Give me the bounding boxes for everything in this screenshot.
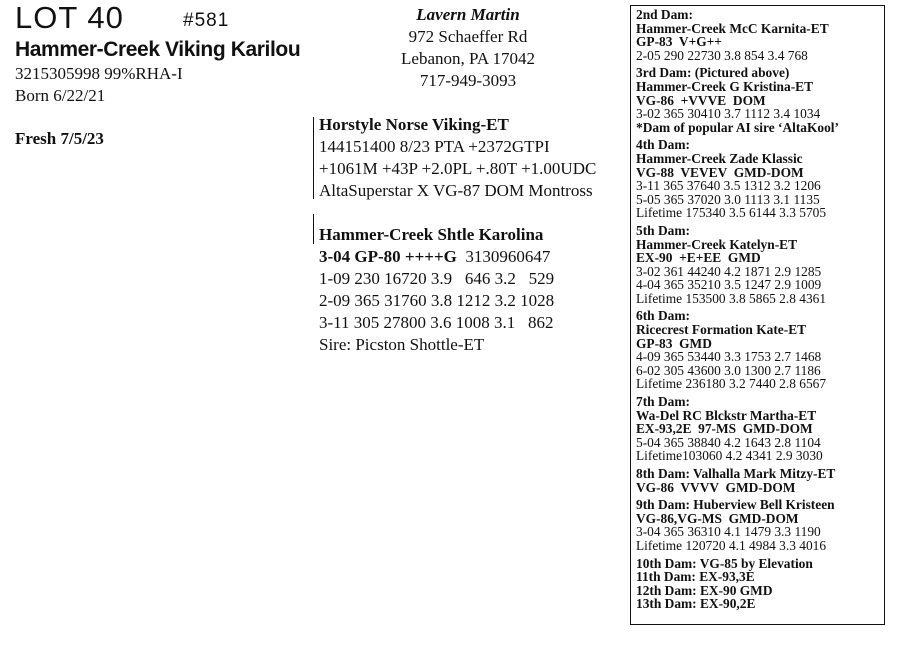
ancestor-dam-heading: 3rd Dam: (Pictured above) <box>636 65 790 81</box>
ancestor-dam-record: 6-02 305 43600 3.0 1300 2.7 1186 <box>636 362 821 378</box>
consignor-address-line1: 972 Schaeffer Rd <box>408 27 528 46</box>
ancestor-dam-heading: 7th Dam: <box>636 394 690 410</box>
ancestor-dam-heading: 5th Dam: <box>636 222 690 238</box>
ancestor-dam-heading: Hammer-Creek McC Karnita-ET <box>636 20 829 36</box>
ancestor-dam-record: Lifetime 153500 3.8 5865 2.8 4361 <box>636 290 827 306</box>
sire-line-2: +1061M +43P +2.0PL +.80T +1.00UDC <box>319 159 597 178</box>
ancestor-dam-heading: GP-83 GMD <box>636 335 712 351</box>
ancestor-dam-record: 3-02 361 44240 4.2 1871 2.9 1285 <box>636 263 822 279</box>
ancestor-dam-entry <box>636 8 839 62</box>
additional-dam-line: 12th Dam: EX-90 GMD <box>636 582 773 598</box>
ancestor-dam-entry <box>636 498 839 552</box>
additional-dam-line: 10th Dam: VG-85 by Elevation <box>636 555 813 571</box>
ancestor-dam-heading: VG-86,VG-MS GMD-DOM <box>636 510 799 526</box>
ancestor-dam-heading: 8th Dam: Valhalla Mark Mitzy-ET <box>636 466 836 481</box>
ancestor-dam-record: Lifetime 120720 4.1 4984 3.3 4016 <box>636 537 827 553</box>
additional-dam-line: 13th Dam: EX-90,2E <box>636 596 756 612</box>
ancestor-dam-entry <box>636 66 839 134</box>
ancestor-dam-record: Lifetime103060 4.2 4341 2.9 3030 <box>636 448 823 464</box>
ancestor-dam-heading: VG-86 VVVV GMD-DOM <box>636 479 796 495</box>
ancestor-dam-record: 3-11 365 37640 3.5 1312 3.2 1206 <box>636 178 821 194</box>
dam-divider <box>313 214 314 244</box>
ancestor-dam-heading: Ricecrest Formation Kate-ET <box>636 322 807 338</box>
ancestor-dam-heading: VG-86 +VVVE DOM <box>636 92 766 108</box>
dam-name: Hammer-Creek Shtle Karolina <box>319 225 544 244</box>
registration-number: 3215305998 99%RHA-I <box>15 64 183 83</box>
lot-label: LOT 40 <box>15 0 124 35</box>
dam-registration: 3130960647 <box>465 247 551 266</box>
dam-records <box>319 268 554 334</box>
ancestor-dam-heading: 4th Dam: <box>636 137 690 153</box>
ancestor-dam-heading: Hammer-Creek Zade Klassic <box>636 150 803 166</box>
ancestor-dam-entry <box>636 395 839 463</box>
additional-dam-line: 11th Dam: EX-93,3E <box>636 569 755 585</box>
dam-class-line <box>319 246 554 268</box>
ancestor-dam-record: 5-04 365 38840 4.2 1643 2.8 1104 <box>636 434 821 450</box>
ancestor-dam-record: 4-09 365 53440 3.3 1753 2.7 1468 <box>636 349 822 365</box>
ancestor-dam-record: 5-05 365 37020 3.0 1113 3.1 1135 <box>636 191 820 207</box>
born-date: Born 6/22/21 <box>15 86 106 105</box>
dam-record-row: 3-11 305 27800 3.6 1008 3.1 862 <box>319 313 554 332</box>
sire-line-3: AltaSuperstar X VG-87 DOM Montross <box>319 181 593 200</box>
ancestor-dam-record: 2-05 290 22730 3.8 854 3.4 768 <box>636 47 808 63</box>
consignor-phone: 717-949-3093 <box>419 71 517 90</box>
ancestor-dam-heading: 9th Dam: Huberview Bell Kristeen <box>636 497 835 513</box>
ancestor-dam-heading: EX-93,2E 97-MS GMD-DOM <box>636 421 813 437</box>
sire-name: Horstyle Norse Viking-ET <box>319 115 509 134</box>
ancestor-dam-entry <box>636 309 839 391</box>
dam-record-row: 1-09 230 16720 3.9 646 3.2 529 <box>319 269 555 288</box>
consignor-name: Lavern Martin <box>416 5 520 24</box>
ancestor-dam-heading: Wa-Del RC Blckstr Martha-ET <box>636 407 817 423</box>
additional-dams <box>636 557 839 611</box>
sire-divider <box>313 117 314 199</box>
extended-pedigree-list <box>636 8 839 611</box>
ancestor-dam-record: 3-02 365 30410 3.7 1112 3.4 1034 <box>636 106 821 122</box>
lot-number: #581 <box>183 10 230 31</box>
ancestor-dam-heading: VG-88 VEVEV GMD-DOM <box>636 164 804 180</box>
ancestor-dam-entry <box>636 224 839 306</box>
ancestor-dam-record: 3-04 365 36310 4.1 1479 3.3 1190 <box>636 524 821 540</box>
dam-record-row: 2-09 365 31760 3.8 1212 3.2 1028 <box>319 291 555 310</box>
ancestor-dam-heading: 6th Dam: <box>636 308 690 324</box>
ancestor-dam-record: 4-04 365 35210 3.5 1247 2.9 1009 <box>636 277 822 293</box>
ancestor-dam-record: Lifetime 236180 3.2 7440 2.8 6567 <box>636 376 827 392</box>
cow-name: Hammer-Creek Viking Karilou <box>15 38 301 61</box>
ancestor-dam-heading: Hammer-Creek Katelyn-ET <box>636 236 798 252</box>
sire-block <box>319 114 596 202</box>
ancestor-dam-record: Lifetime 175340 3.5 6144 3.3 5705 <box>636 205 827 221</box>
dam-block <box>319 224 554 356</box>
consignor-block <box>388 4 548 92</box>
fresh-date: Fresh 7/5/23 <box>15 129 104 148</box>
consignor-address-line2: Lebanon, PA 17042 <box>401 49 535 68</box>
sire-line-1: 144151400 8/23 PTA +2372GTPI <box>319 137 550 156</box>
ancestor-dam-heading: Hammer-Creek G Kristina-ET <box>636 78 814 94</box>
ancestor-dam-note: *Dam of popular AI sire ‘AltaKool’ <box>636 119 839 135</box>
ancestor-dam-heading: EX-90 +E+EE GMD <box>636 250 761 266</box>
dam-classification: 3-04 GP-80 ++++G <box>319 247 457 266</box>
ancestor-dam-entry <box>636 467 839 494</box>
ancestor-dam-heading: GP-83 V+G++ <box>636 34 722 50</box>
ancestor-dam-heading: 2nd Dam: <box>636 7 693 22</box>
ancestor-dam-entry <box>636 138 839 220</box>
dam-sire: Sire: Picston Shottle-ET <box>319 335 485 354</box>
